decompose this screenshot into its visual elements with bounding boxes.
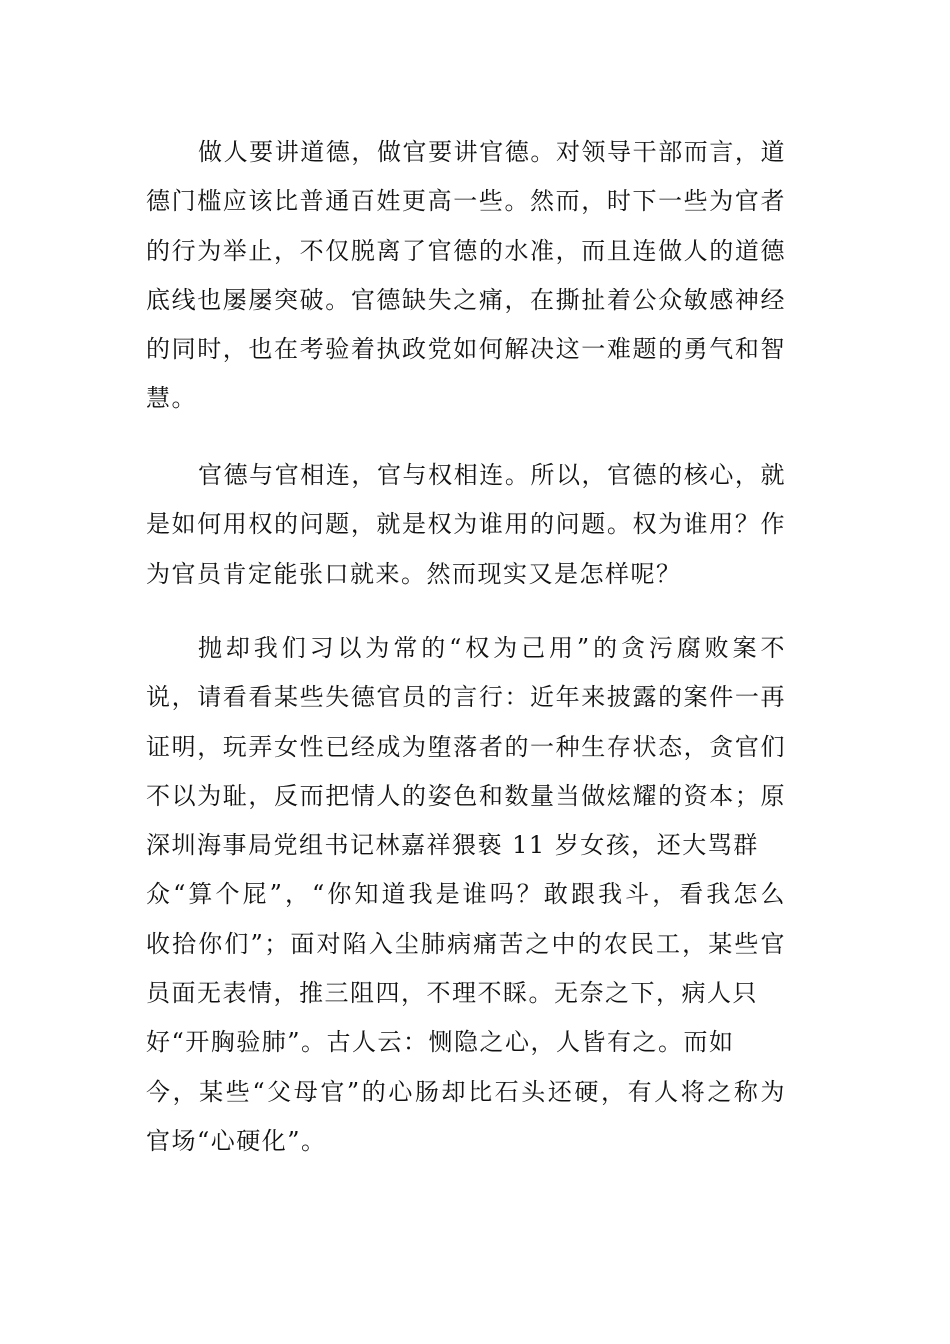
paragraph-line: 是如何用权的问题，就是权为谁用的问题。权为谁用？作 [146, 510, 786, 539]
paragraph-line: 慧。 [146, 384, 197, 413]
paragraph-3 [146, 624, 786, 1166]
paragraph-line: 员面无表情，推三阻四，不理不睬。无奈之下，病人只 [146, 979, 758, 1008]
paragraph-line: 做人要讲道德，做官要讲官德。对领导干部而言，道 [198, 138, 786, 166]
paragraph-1 [146, 128, 786, 424]
paragraph-line: 深圳海事局党组书记林嘉祥猥亵 11 岁女孩，还大骂群 [146, 831, 759, 860]
paragraph-line: 抛却我们习以为常的“权为己用”的贪污腐败案不 [198, 634, 786, 662]
paragraph-line: 今，某些“父母官”的心肠却比石头还硬，有人将之称为 [146, 1077, 786, 1106]
paragraph-line: 不以为耻，反而把情人的姿色和数量当做炫耀的资本；原 [146, 781, 786, 810]
paragraph-line: 德门槛应该比普通百姓更高一些。然而，时下一些为官者 [146, 187, 786, 216]
paragraph-line: 官场“心硬化”。 [146, 1126, 327, 1155]
paragraph-line: 收拾你们”；面对陷入尘肺病痛苦之中的农民工，某些官 [146, 929, 786, 958]
paragraph-2 [146, 451, 786, 599]
paragraph-line: 底线也屡屡突破。官德缺失之痛，在撕扯着公众敏感神经 [146, 285, 786, 314]
paragraph-line: 的行为举止，不仅脱离了官德的水准，而且连做人的道德 [146, 236, 786, 265]
paragraph-line: 证明，玩弄女性已经成为堕落者的一种生存状态，贪官们 [146, 732, 786, 761]
paragraph-line: 说，请看看某些失德官员的言行：近年来披露的案件一再 [146, 683, 786, 712]
paragraph-line: 好“开胸验肺”。古人云：恻隐之心，人皆有之。而如 [146, 1028, 735, 1057]
paragraph-line: 为官员肯定能张口就来。然而现实又是怎样呢？ [146, 559, 682, 588]
paragraph-line: 众“算个屁”，“你知道我是谁吗？敢跟我斗，看我怎么 [146, 880, 786, 909]
paragraph-line: 官德与官相连，官与权相连。所以，官德的核心，就 [198, 461, 786, 489]
paragraph-line: 的同时，也在考验着执政党如何解决这一难题的勇气和智 [146, 335, 786, 364]
